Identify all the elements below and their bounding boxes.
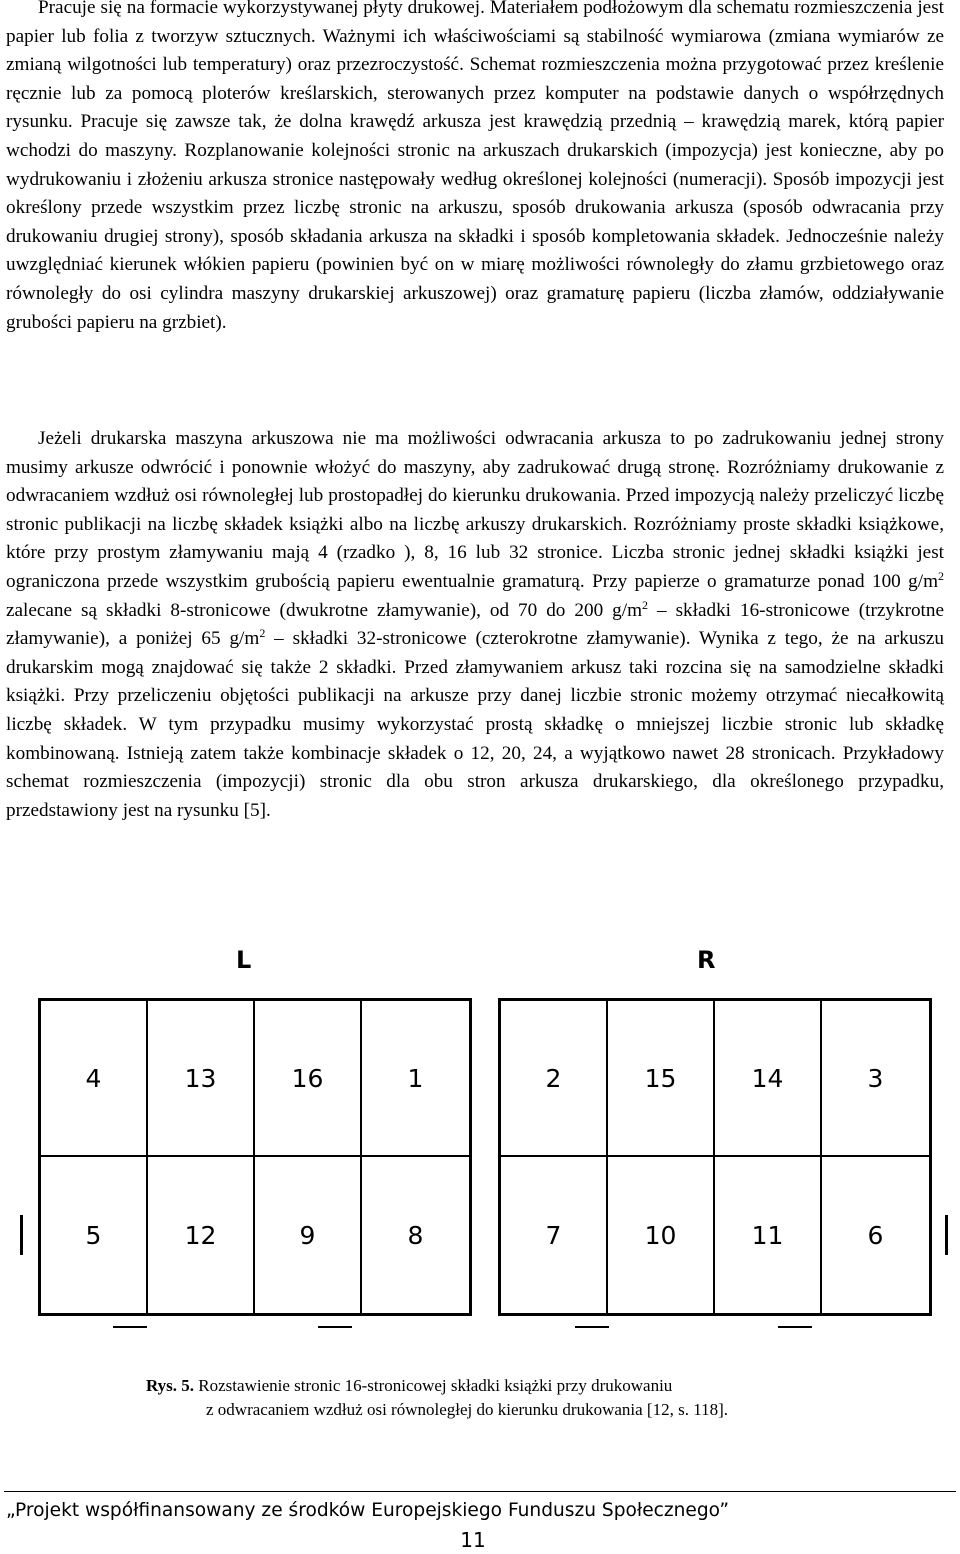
page-cell: 9 <box>255 1157 362 1313</box>
paragraph-1-text: Pracuje się na formacie wykorzystywanej płyty drukowej. Materiałem podłożowym dla schematu rozmieszczenia jest papier lub folia z tworzyw sztucznych. Ważnymi ich właściwościami są stabilność wymiarowa (zmiana wymiarów ze zmianą wilgotności lub temperatury) oraz przezroczystość. Schemat rozmieszczenia można przygotować przez kreślenie ręcznie lub za pomocą ploterów kreślarskich, sterowanych przez komputer na podstawie danych o współrzędnych rysunku. Pracuje się zawsze tak, że dolna krawędź arkusza jest krawędzią przednią – krawędzią marek, którą papier wchodzi do maszyny. Rozplanowanie kolejności stronic na arkuszach drukarskich (impozycja) jest konieczne, aby po wydrukowaniu i złożeniu arkusza stronice następowały według określonej kolejności (numeracji). Sposób impozycji jest określony przede wszystkim przez liczbę stronic na arkuszu, sposób drukowania arkusza (sposób odwracania przy drukowaniu drugiej strony), sposób składania arkusza na składki i sposób kompletowania składek. Jednocześnie należy uwzględniać kierunek włókien papieru (powinien być on w miarę możliwości równoległy do złamu grzbietowego oraz równoległy do osi cylindra maszyny drukarskiej arkuszowej) oraz gramaturę papieru (liczba złamów, oddziaływanie grubości papieru na grzbiet). <box>6 0 944 333</box>
page-cell: 13 <box>148 1001 255 1157</box>
paragraph-2-text-b: zalecane są składki 8-stronicowe (dwukrotne złamywanie), od 70 do 200 g/m <box>6 599 643 621</box>
gripper-edge-mark <box>113 1326 147 1328</box>
figure-caption <box>146 1374 906 1421</box>
page-cell: 3 <box>822 1001 929 1157</box>
superscript: 2 <box>259 626 266 641</box>
footer-divider <box>4 1491 956 1492</box>
page-cell: 14 <box>715 1001 822 1157</box>
footer-text: „Projekt współfinansowany ze środków Europejskiego Funduszu Społecznego” <box>6 1500 729 1521</box>
paragraph-2-text-c: – składki 16-stronicowe (trzykrotne złamywanie), a poniżej 65 g/m <box>6 599 944 650</box>
gripper-edge-mark <box>318 1326 352 1328</box>
page-cell: 1 <box>362 1001 469 1157</box>
page-cell: 2 <box>501 1001 608 1157</box>
page-cell: 6 <box>867 1220 884 1250</box>
right-sheet <box>498 998 932 1316</box>
caption-line-1: Rozstawienie stronic 16-stronicowej składki książki przy drukowaniu <box>194 1376 673 1395</box>
page-cell: 8 <box>407 1220 424 1250</box>
figure-label: Rys. 5. <box>146 1376 195 1395</box>
left-sheet-label: L <box>236 946 252 974</box>
page-cell: 7 <box>501 1157 608 1313</box>
paragraph-1 <box>6 0 944 337</box>
page-cell: 10 <box>608 1157 715 1313</box>
page-cell: 15 <box>608 1001 715 1157</box>
left-sheet <box>38 998 472 1316</box>
gripper-edge-mark <box>575 1326 609 1328</box>
page-cell: 4 <box>41 1001 148 1157</box>
page-cell: 11 <box>715 1157 822 1313</box>
left-edge-mark <box>20 1215 23 1255</box>
page-cell: 5 <box>41 1157 148 1313</box>
paragraph-2 <box>6 425 944 825</box>
page-cell: 16 <box>255 1001 362 1157</box>
paragraph-2-text-a: Jeżeli drukarska maszyna arkuszowa nie ma możliwości odwracania arkusza to po zadrukowaniu jednej strony musimy arkusze odwrócić i ponownie włożyć do maszyny, aby zadrukować drugą stronę. Rozróżniamy drukowanie z odwracaniem wzdłuż osi równoległej lub prostopadłej do kierunku drukowania. Przed impozycją należy przeliczyć liczbę stronic publikacji na liczbę składek książki albo na liczbę arkuszy drukarskich. Rozróżniamy proste składki książkowe, które przy prostym złamywaniu mają 4 (rzadko ), 8, 16 lub 32 stronice. Liczba stronic jednej składki książki jest ograniczona przede wszystkim grubością papieru ewentualnie gramaturą. Przy papierze o gramaturze ponad 100 g/m <box>6 428 944 592</box>
page-cell: 12 <box>148 1157 255 1313</box>
superscript: 2 <box>642 597 649 612</box>
page-number: 11 <box>460 1528 486 1552</box>
caption-line-2: z odwracaniem wzdłuż osi równoległej do kierunku drukowania [12, s. 118]. <box>206 1399 728 1419</box>
superscript: 2 <box>938 568 944 583</box>
paragraph-2-text-d: – składki 32-stronicowe (czterokrotne złamywanie). Wynika z tego, że na arkuszu drukarskim mogą znajdować się także 2 składki. Przed złamywaniem arkusz taki rozcina się na samodzielne składki książki. Przy przeliczeniu objętości publikacji na arkusze przy danej liczbie stronic możemy otrzymać niecałkowitą liczbę składek. W tym przypadku musimy wykorzystać prostą składkę o mniejszej liczbie stronic lub składkę kombinowaną. Istnieją zatem także kombinacje składek o 12, 20, 24, a wyjątkowo nawet 28 stronicach. Przykładowy schemat rozmieszczenia (impozycji) stronic dla obu stron arkusza drukarskiego, dla określonego przypadku, przedstawiony jest na rysunku [5]. <box>6 628 944 821</box>
right-sheet-label: R <box>697 946 716 974</box>
gripper-edge-mark <box>778 1326 812 1328</box>
right-edge-mark <box>945 1215 948 1255</box>
